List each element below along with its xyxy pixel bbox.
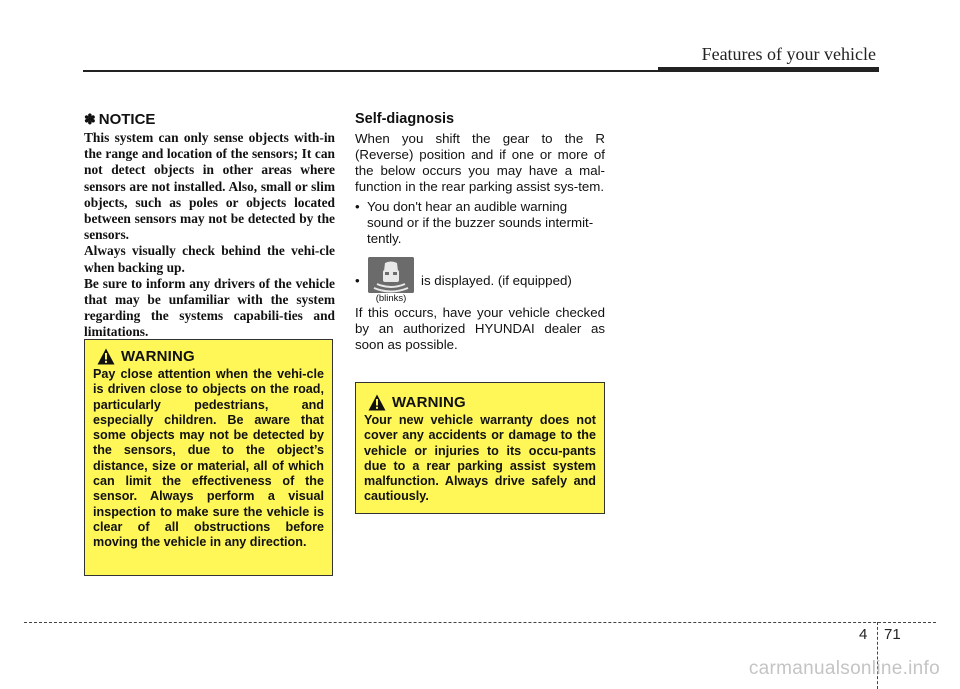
warning-header — [97, 348, 324, 365]
indicator-caption: (blinks) — [375, 293, 407, 304]
self-diagnosis-section — [355, 111, 605, 353]
notice-heading-text: NOTICE — [98, 111, 156, 128]
list-item — [355, 199, 605, 247]
footer-rule — [24, 622, 936, 623]
indicator-wrap — [367, 257, 415, 305]
page-number: 71 — [884, 626, 901, 643]
notice-star-icon: ✽ — [84, 111, 96, 127]
warning-header — [368, 394, 596, 411]
warning-title: WARNING — [121, 348, 195, 365]
self-diagnosis-action: If this occurs, have your vehicle checked by an authorized HYUNDAI dealer as soon as possible. — [355, 305, 605, 352]
list-item-text: is displayed. (if equipped) — [421, 273, 572, 288]
list-item-text: You don't hear an audible warning sound or if the buzzer sounds intermit-tently. — [367, 199, 594, 246]
notice-block — [84, 111, 335, 341]
chapter-number: 4 — [859, 626, 868, 643]
self-diagnosis-heading: Self-diagnosis — [355, 111, 455, 127]
section-title: Features of your vehicle — [701, 44, 876, 64]
bullet-dot: • — [355, 199, 360, 214]
warning-title: WARNING — [392, 394, 466, 411]
self-diagnosis-intro: When you shift the gear to the R (Reverse) position and if one or more of the below occurs you may have a mal-function in the rear parking assist sys-tem. — [355, 131, 605, 194]
notice-paragraph: Be sure to inform any drivers of the vehicle that may be unfamiliar with the system regarding the systems capabili-ties and limitations. — [84, 275, 335, 340]
warning-text: Your new vehicle warranty does not cover any accidents or damage to the vehicle or injuries to its occu-pants due to a rear parking assist system malfunction. Always drive safely and cautiously. — [364, 413, 596, 504]
warning-box-warranty — [355, 382, 605, 514]
warning-text: Pay close attention when the vehi-cle is driven close to objects on the road, particularly pedestrians, and especially children. Be aware that some objects may not be detected by the sensors, due to the object’s distance, size or material, all of which can limit the effectiveness of the sensor. Always perform a visual inspection to make sure the vehicle is clear of all obstructions before moving the vehicle in any direction. — [93, 367, 324, 550]
notice-paragraph: This system can only sense objects with-in the range and location of the sensors; It can not detect objects in other areas where sensors are not installed. Also, small or slim objects, such as poles or objects located between sensors may not be detected by the sensors. — [84, 130, 335, 243]
watermark: carmanualsonline.info — [748, 658, 940, 679]
bullet-dot: • — [355, 273, 360, 288]
warning-box-sensors — [84, 339, 333, 576]
warning-triangle-icon — [368, 394, 386, 411]
notice-heading — [84, 111, 335, 128]
parking-assist-indicator-icon — [368, 257, 414, 293]
header-rule-accent — [658, 67, 879, 72]
list-item — [355, 257, 605, 305]
warning-triangle-icon — [97, 348, 115, 365]
notice-paragraph: Always visually check behind the vehi-cle when backing up. — [84, 243, 335, 275]
